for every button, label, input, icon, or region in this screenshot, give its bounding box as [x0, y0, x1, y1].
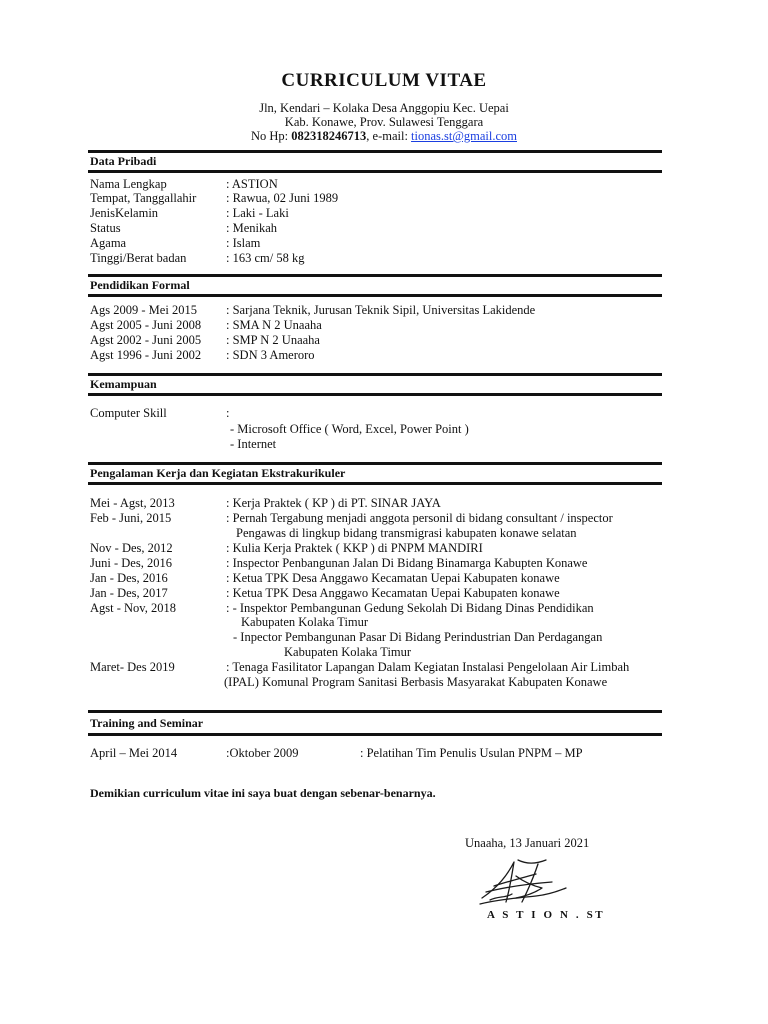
experience-desc: : Kulia Kerja Praktek ( KKP ) di PNPM MANDIRI	[226, 541, 483, 555]
section-heading-education: Pendidikan Formal	[90, 278, 190, 292]
personal-value: : ASTION	[226, 177, 278, 191]
section-rule-bottom	[88, 170, 662, 173]
phone-number: 082318246713	[291, 129, 367, 143]
experience-desc: : Inspector Penbangunan Jalan Di Bidang Binamarga Kabupten Konawe	[226, 556, 588, 570]
experience-period: Mei - Agst, 2013	[90, 496, 175, 510]
section-rule-top	[88, 373, 662, 376]
section-rule-top	[88, 710, 662, 713]
address-line-1: Jln, Kendari – Kolaka Desa Anggopiu Kec. Uepai	[259, 101, 509, 115]
experience-period: Jan - Des, 2016	[90, 571, 168, 585]
skill-colon: :	[226, 406, 230, 420]
personal-value: : Islam	[226, 236, 261, 250]
section-rule-top	[88, 462, 662, 465]
personal-label: Tempat, Tanggallahir	[90, 191, 197, 205]
experience-desc: : Ketua TPK Desa Anggawo Kecamatan Uepai Kabupaten konawe	[226, 586, 560, 600]
section-heading-personal: Data Pribadi	[90, 154, 157, 168]
education-school: : SDN 3 Ameroro	[226, 348, 315, 362]
experience-period: Nov - Des, 2012	[90, 541, 173, 555]
experience-desc: : Tenaga Fasilitator Lapangan Dalam Kegiatan Instalasi Pengelolaan Air Limbah	[226, 660, 630, 674]
document-title: CURRICULUM VITAE	[281, 70, 487, 91]
address-line-2: Kab. Konawe, Prov. Sulawesi Tenggara	[284, 115, 484, 129]
closing-statement: Demikian curriculum vitae ini saya buat dengan sebenar-benarnya.	[90, 786, 436, 800]
personal-label: Agama	[90, 236, 127, 250]
skill-item: - Internet	[230, 437, 277, 451]
education-period: Agst 2005 - Juni 2008	[90, 318, 202, 332]
personal-label: Status	[90, 221, 121, 235]
education-school: : SMA N 2 Unaaha	[226, 318, 322, 332]
experience-desc-cont: - Inpector Pembangunan Pasar Di Bidang Perindustrian Dan Perdagangan	[233, 630, 603, 644]
section-heading-experience: Pengalaman Kerja dan Kegiatan Ekstrakurikuler	[90, 466, 346, 480]
personal-value: : Laki - Laki	[226, 206, 289, 220]
experience-period: Jan - Des, 2017	[90, 586, 168, 600]
experience-desc-cont: Pengawas di lingkup bidang transmigrasi kabupaten konawe selatan	[236, 526, 577, 540]
section-rule-bottom	[88, 733, 662, 736]
experience-desc: : Ketua TPK Desa Anggawo Kecamatan Uepai Kabupaten konawe	[226, 571, 560, 585]
personal-label: Nama Lengkap	[90, 177, 167, 191]
experience-desc-cont: Kabupaten Kolaka Timur	[241, 615, 369, 629]
experience-desc: : - Inspektor Pembangunan Gedung Sekolah Di Bidang Dinas Pendidikan	[226, 601, 594, 615]
training-period: April – Mei 2014	[90, 746, 178, 760]
experience-desc-cont: Kabupaten Kolaka Timur	[284, 645, 412, 659]
experience-desc: : Pernah Tergabung menjadi anggota personil di bidang consultant / inspector	[226, 511, 613, 525]
experience-period: Maret- Des 2019	[90, 660, 175, 674]
experience-desc: : Kerja Praktek ( KP ) di PT. SINAR JAYA	[226, 496, 441, 510]
education-period: Agst 2002 - Juni 2005	[90, 333, 202, 347]
experience-period: Agst - Nov, 2018	[90, 601, 176, 615]
section-rule-top	[88, 150, 662, 153]
education-school: : Sarjana Teknik, Jurusan Teknik Sipil, Universitas Lakidende	[226, 303, 536, 317]
experience-period: Feb - Juni, 2015	[90, 511, 172, 525]
personal-value: : 163 cm/ 58 kg	[226, 251, 305, 265]
email-label: , e-mail:	[366, 129, 412, 143]
personal-label: Tinggi/Berat badan	[90, 251, 187, 265]
experience-desc-cont: (IPAL) Komunal Program Sanitasi Berbasis Masyarakat Kabupaten Konawe	[224, 675, 608, 689]
email-link[interactable]: tionas.st@gmail.com	[411, 129, 517, 143]
place-date: Unaaha, 13 Januari 2021	[465, 836, 590, 850]
personal-value: : Menikah	[226, 221, 278, 235]
contact-line	[0, 129, 768, 144]
education-period: Ags 2009 - Mei 2015	[90, 303, 197, 317]
education-period: Agst 1996 - Juni 2002	[90, 348, 202, 362]
section-rule-bottom	[88, 294, 662, 297]
skill-item: - Microsoft Office ( Word, Excel, Power Point )	[230, 422, 469, 436]
section-heading-skills: Kemampuan	[90, 377, 157, 391]
signatory-name: A S T I O N . ST	[487, 909, 606, 921]
skill-label: Computer Skill	[90, 406, 167, 420]
section-heading-training: Training and Seminar	[90, 716, 204, 730]
experience-period: Juni - Des, 2016	[90, 556, 172, 570]
signature-image	[476, 852, 572, 910]
section-rule-bottom	[88, 393, 662, 396]
training-date: :Oktober 2009	[226, 746, 299, 760]
section-rule-top	[88, 274, 662, 277]
section-rule-bottom	[88, 482, 662, 485]
training-desc: : Pelatihan Tim Penulis Usulan PNPM – MP	[360, 746, 583, 760]
education-school: : SMP N 2 Unaaha	[226, 333, 320, 347]
personal-label: JenisKelamin	[90, 206, 159, 220]
personal-value: : Rawua, 02 Juni 1989	[226, 191, 339, 205]
phone-label: No Hp:	[250, 129, 292, 143]
